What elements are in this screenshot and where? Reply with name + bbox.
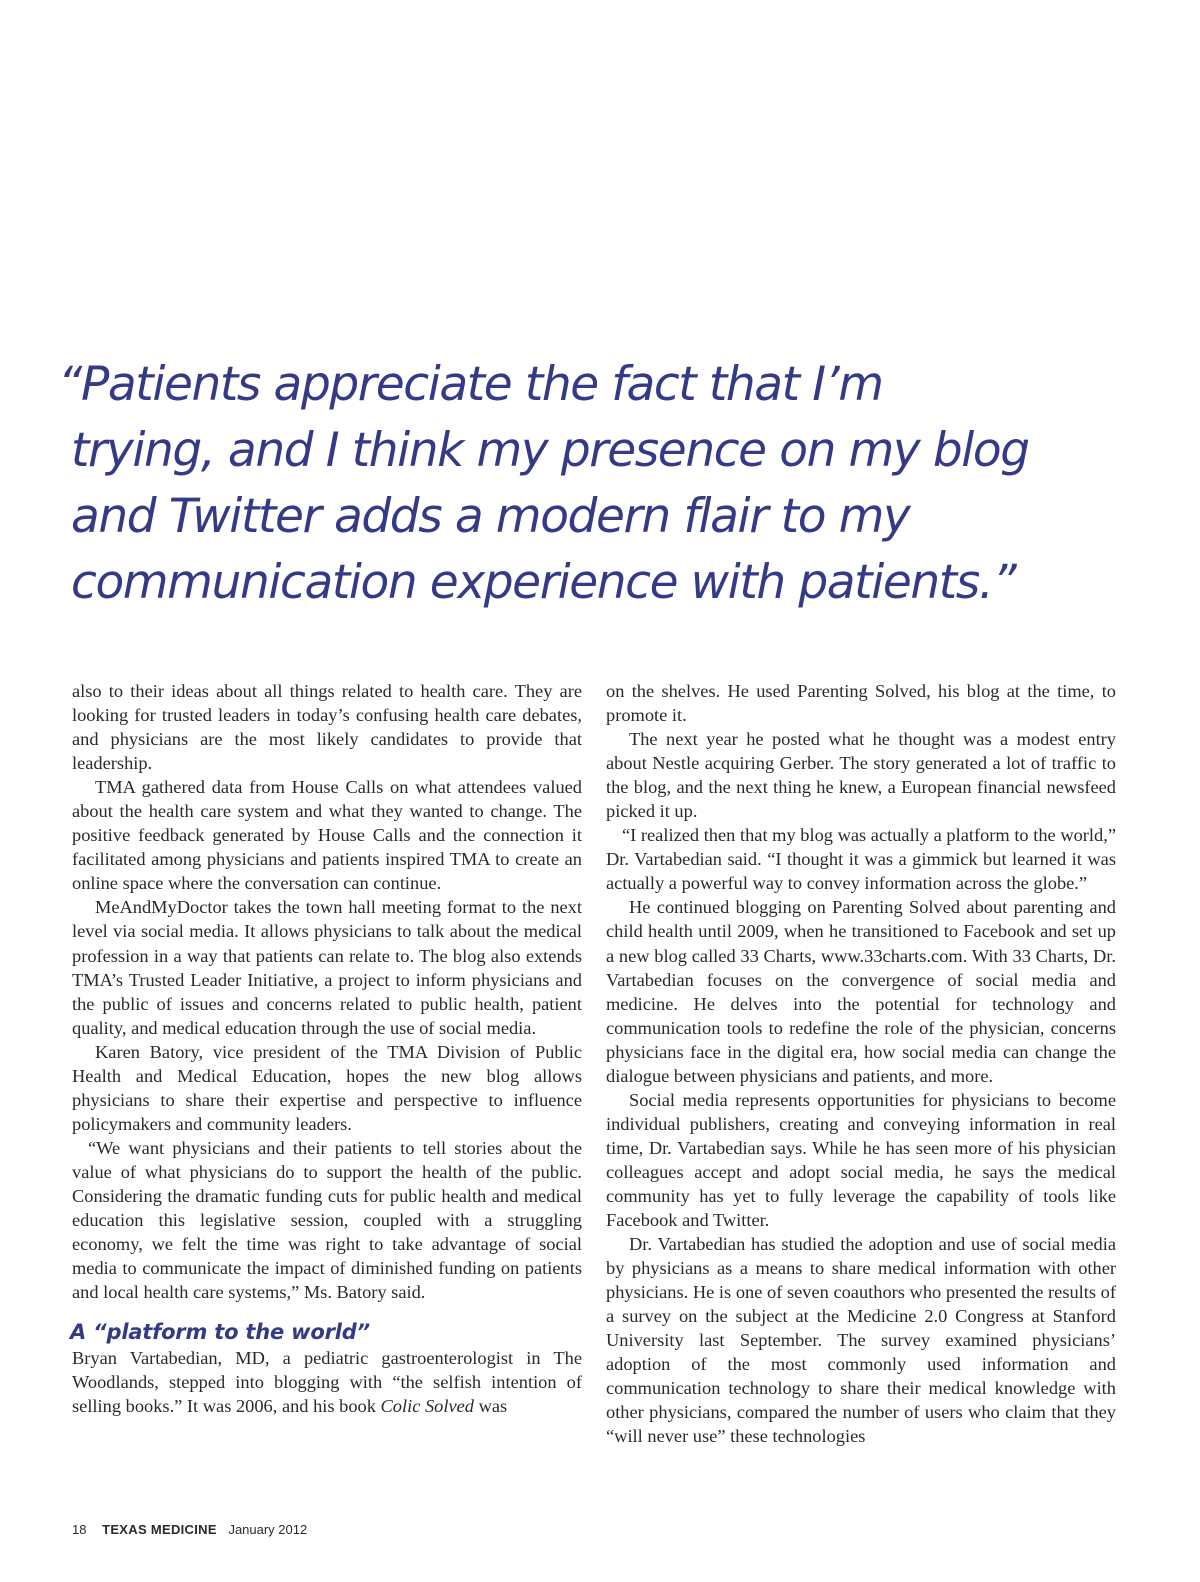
pull-quote-line: communication experience with patients.” — [71, 555, 1016, 610]
body-paragraph: on the shelves. He used Parenting Solved, his blog at the time, to promote it. — [606, 681, 1116, 726]
book-title: Colic Solved — [380, 1396, 474, 1417]
body-paragraph: Dr. Vartabedian has studied the adoption and use of social media by physicians as a means to share medical information with other physicians. He is one of seven coauthors who presented the results of a survey on the subject at the Medicine 2.0 Congress at Stanford University last September. The survey examined physicians’ adoption of the most commonly used information and communication technology to share their medical knowledge with other physicians, compared the number of users who claim that they “will never use” these technologies — [606, 1234, 1116, 1447]
issue-date: January 2012 — [228, 1522, 308, 1537]
left-column — [72, 679, 582, 1418]
page-number: 18 — [72, 1522, 87, 1537]
section-subhead: A “platform to the world” — [70, 1320, 370, 1345]
page-footer — [72, 1522, 307, 1537]
pull-quote-line: trying, and I think my presence on my blog — [71, 423, 1029, 478]
body-paragraph: also to their ideas about all things related to health care. They are looking for trusted leaders in today’s confusing health care debates, and physicians are the most likely candidates to provide that leadership. — [72, 681, 582, 774]
paragraph-text: was — [474, 1396, 508, 1417]
body-paragraph: “I realized then that my blog was actually a platform to the world,” Dr. Vartabedian said. “I thought it was a gimmick but learned it was actually a powerful way to convey information across the globe.” — [606, 825, 1116, 894]
body-paragraph: The next year he posted what he thought was a modest entry about Nestle acquiring Gerber. The story generated a lot of traffic to the blog, and the next thing he knew, a European financial newsfeed picked it up. — [606, 729, 1116, 822]
paragraph-text: Bryan Vartabedian, MD, a pediatric gastroenterologist in The Woodlands, stepped into blogging with “the selfish intention of selling books.” It was 2006, and his book — [72, 1348, 582, 1417]
body-paragraph: Social media represents opportunities for physicians to become individual publishers, creating and conveying information in real time, Dr. Vartabedian says. While he has seen more of his physician colleagues accept and adopt social media, he says the medical community has yet to fully leverage the capability of tools like Facebook and Twitter. — [606, 1089, 1116, 1231]
body-paragraph: “We want physicians and their patients to tell stories about the value of what physicians do to support the health of the public. Considering the dramatic funding cuts for public health and medical education this legislative session, coupled with a struggling economy, we felt the time was right to take advantage of social media to communicate the impact of diminished funding on patients and local health care systems,” Ms. Batory said. — [72, 1137, 582, 1303]
body-paragraph — [72, 1346, 582, 1418]
body-paragraph: He continued blogging on Parenting Solved about parenting and child health until 2009, when he transitioned to Facebook and set up a new blog called 33 Charts, www.33charts.com. With 33 Charts, Dr. Vartabedian focuses on the convergence of social media and medicine. He delves into the potential for technology and communication tools to redefine the role of the physician, concerns physicians face in the digital era, how social media can change the dialogue between physicians and patients, and more. — [606, 897, 1116, 1086]
body-paragraph: MeAndMyDoctor takes the town hall meeting format to the next level via social media. It allows physicians to talk about the medical profession in a way that patients can relate to. The blog also extends TMA’s Trusted Leader Initiative, a project to inform physicians and the public of issues and concerns related to public health, patient quality, and medical education through the use of social media. — [72, 897, 582, 1038]
magazine-name: TEXAS MEDICINE — [102, 1522, 217, 1537]
pull-quote-line: and Twitter adds a modern flair to my — [71, 489, 910, 544]
pull-quote — [58, 352, 1148, 616]
pull-quote-line: “Patients appreciate the fact that I’m — [58, 357, 883, 412]
right-column — [606, 679, 1116, 1449]
body-paragraph: Karen Batory, vice president of the TMA Division of Public Health and Medical Education, hopes the new blog allows physicians to share their expertise and perspective to influence policymakers and community leaders. — [72, 1041, 582, 1134]
body-paragraph: TMA gathered data from House Calls on what attendees valued about the health care system and what they wanted to change. The positive feedback generated by House Calls and the connection it facilitated among physicians and patients inspired TMA to create an online space where the conversation can continue. — [72, 777, 582, 894]
